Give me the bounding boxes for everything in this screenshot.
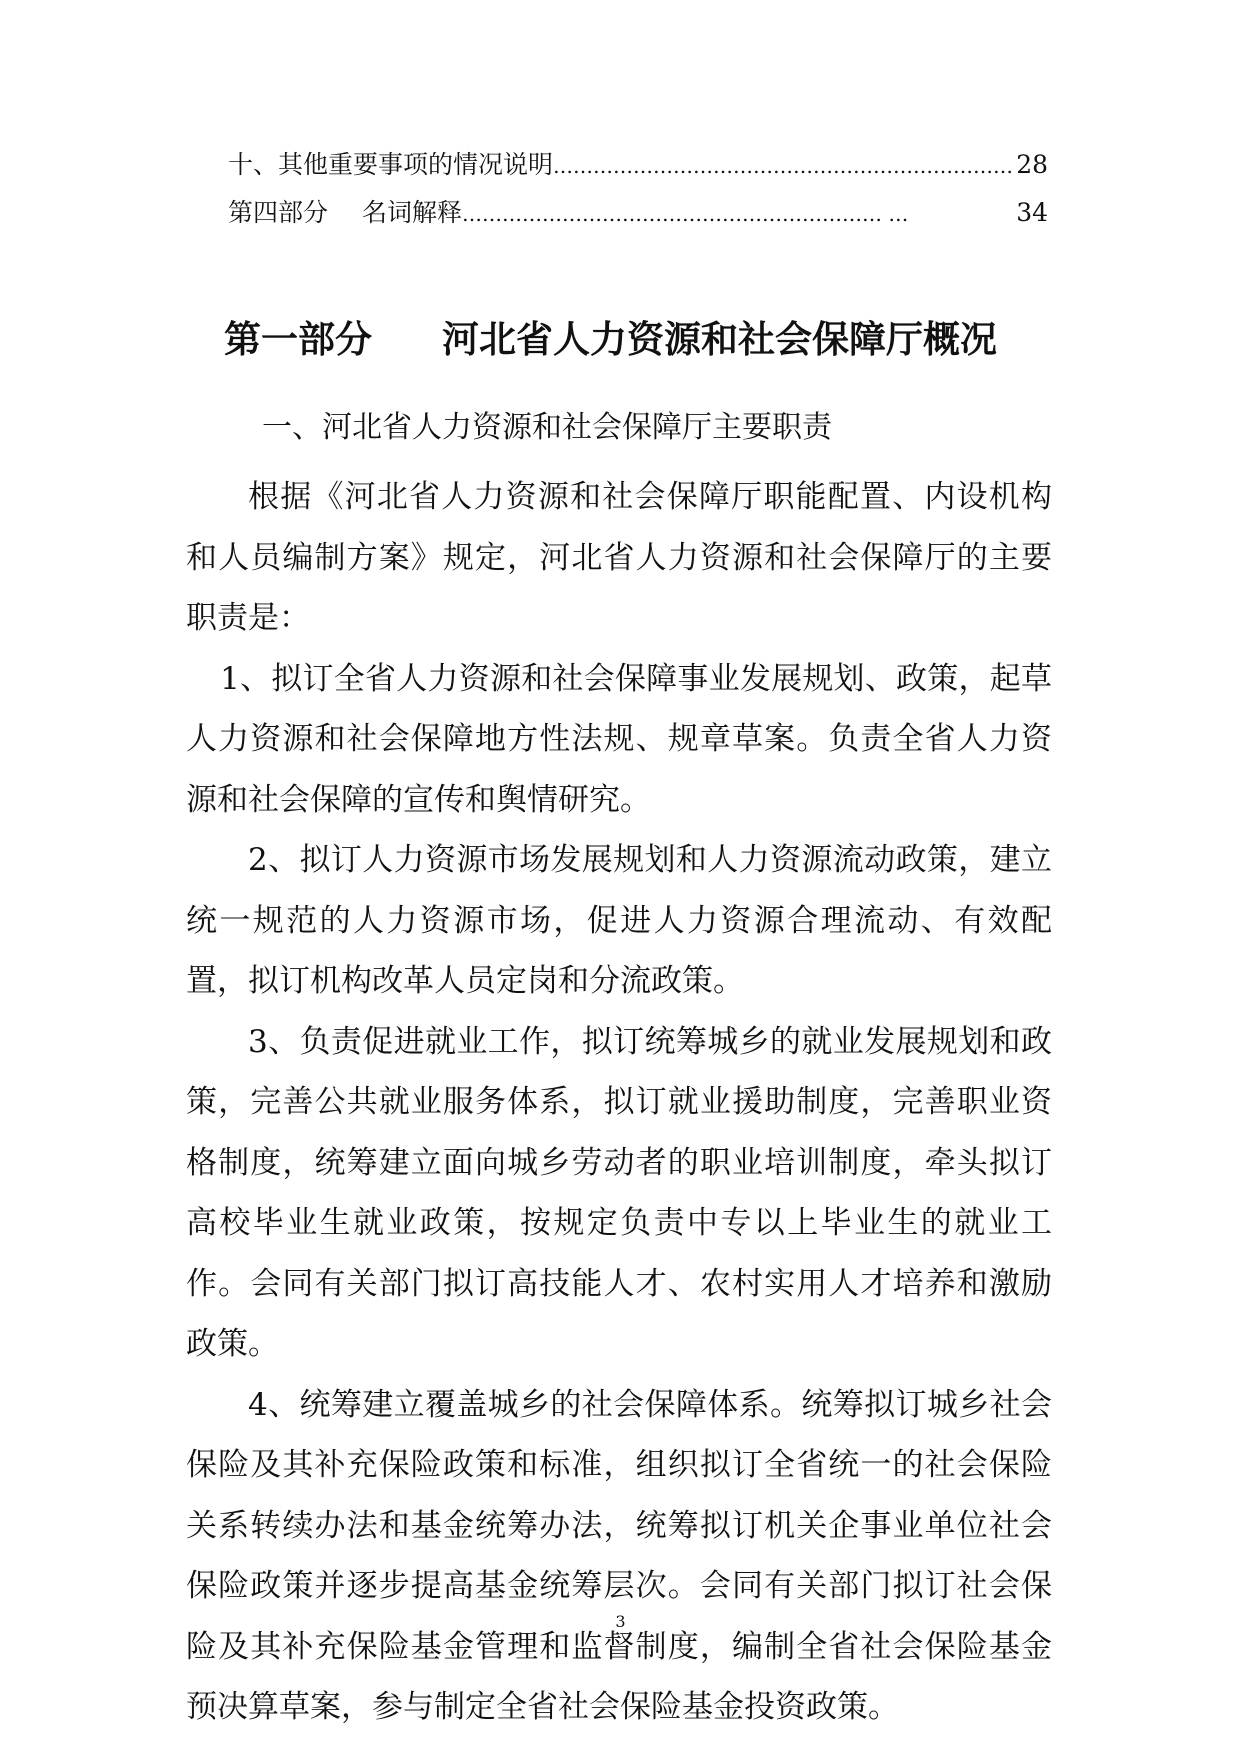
duty-paragraph-3: 3、负责促进就业工作，拟订统筹城乡的就业发展规划和政策，完善公共就业服务体系，拟订就业援助制度，完善职业资格制度，统筹建立面向城乡劳动者的职业培训制度，牵头拟订高校毕业生就业政策，按规定负责中专以上毕业生的就业工作。会同有关部门拟订高技能人才、农村实用人才培养和激励政策。 xyxy=(186,1023,1052,1362)
toc-entry[interactable] xyxy=(228,193,1048,233)
toc-entry-part: 第四部分 xyxy=(228,198,329,227)
part-heading xyxy=(224,315,997,365)
duty-paragraph-2: 2、拟订人力资源市场发展规划和人力资源流动政策，建立统一规范的人力资源市场，促进人力资源合理流动、有效配置，拟订机构改革人员定岗和分流政策。 xyxy=(186,842,1052,999)
section-heading: 一、河北省人力资源和社会保障厅主要职责 xyxy=(262,410,832,445)
page-number: 3 xyxy=(615,1612,626,1631)
duty-paragraph-4: 4、统筹建立覆盖城乡的社会保障体系。统筹拟订城乡社会保险及其补充保险政策和标准，组织拟订全省统一的社会保险关系转续办法和基金统筹办法，统筹拟订机关企事业单位社会保险政策并逐步提高基金统筹层次。会同有关部门拟订社会保险及其补充保险基金管理和监督制度，编制全省社会保险基金预决算草案，参与制定全省社会保险基金投资政策。 xyxy=(186,1386,1052,1725)
duty-paragraph-1: 1、拟订全省人力资源和社会保障事业发展规划、政策，起草人力资源和社会保障地方性法规、规章草案。负责全省人力资源和社会保障的宣传和舆情研究。 xyxy=(186,660,1052,818)
toc-entry-title: 十、其他重要事项的情况说明 xyxy=(228,150,554,179)
toc-entry-title: 名词解释 xyxy=(362,198,463,227)
toc-leader-dots: ……………………………………………………… … xyxy=(462,202,909,226)
part-name: 河北省人力资源和社会保障厅概况 xyxy=(442,318,997,361)
toc-entry-page: 34 xyxy=(1016,198,1048,227)
toc-leader-dots: …………………………………………………………… xyxy=(553,154,1014,178)
part-label: 第一部分 xyxy=(224,318,372,361)
intro-paragraph: 根据《河北省人力资源和社会保障厅职能配置、内设机构和人员编制方案》规定，河北省人力资源和社会保障厅的主要职责是： xyxy=(186,479,1052,636)
body-text xyxy=(186,467,1052,1738)
toc-entry-page: 28 xyxy=(1016,150,1048,179)
toc-entry[interactable] xyxy=(228,145,1048,185)
